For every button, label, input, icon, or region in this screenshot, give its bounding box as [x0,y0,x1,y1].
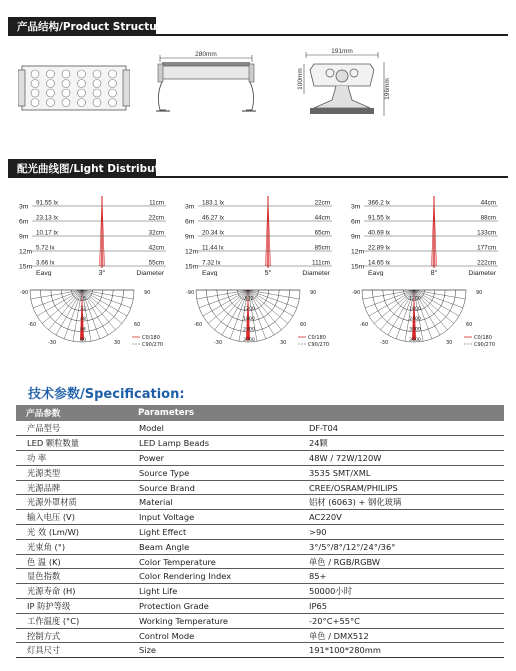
polar-angle-label: 90 [476,290,483,296]
lens-icon [62,80,70,88]
spec-row [16,569,504,584]
distance-label: 12m [351,248,365,256]
lens-icon [31,99,39,107]
spec-row [16,465,504,480]
polar-angle-label: -30 [380,340,389,346]
spec-cell-cn: 灯具尺寸 [16,643,128,658]
polar-level-label: 2400 [243,327,255,333]
spec-cell-cn: 光束角 (°) [16,539,128,554]
lux-value: 91.55 lx [36,199,59,207]
spec-table [16,405,504,658]
legend-label: C0/180 [142,335,160,341]
spec-cell-en: Size [128,643,298,658]
spec-row [16,480,504,495]
spec-cell-en: Source Brand [128,480,298,495]
spec-cell-cn: 光源品牌 [16,480,128,495]
spec-cell-value: 单色 / DMX512 [298,628,504,643]
diameter-value: 44cm [314,214,330,222]
polar-level-label: 3000 [243,338,255,343]
spec-cell-cn: 光源外罩材质 [16,495,128,510]
diameter-value: 65cm [314,229,330,237]
spec-row [16,554,504,569]
lens-icon [62,89,70,97]
lens-icon [47,89,55,97]
spec-cell-value: 3°/5°/8°/12°/24°/36° [298,539,504,554]
diameter-value: 85cm [314,244,330,252]
spec-cell-cn: LED 颗粒数量 [16,436,128,451]
distance-label: 3m [19,203,29,211]
spec-row [16,539,504,554]
legend-label: C90/270 [474,342,496,348]
lux-value: 10.17 lx [36,229,59,237]
distance-label: 9m [185,233,195,241]
spec-cell-cn: 产品型号 [16,421,128,436]
diameter-value: 222cm [477,259,496,267]
spec-cell-en: Control Mode [128,628,298,643]
spec-cell-en: Light Life [128,584,298,599]
lens-icon [109,70,117,78]
beam-chart-5deg [184,188,349,276]
lux-value: 91.55 lx [368,214,391,222]
distance-label: 12m [19,248,33,256]
diameter-label: Diameter [136,270,164,276]
spec-cell-cn: 光源类型 [16,465,128,480]
beam-chart-3deg [18,188,183,276]
end-view-drawing [292,46,402,126]
lens-icon [31,89,39,97]
spec-cell-cn: IP 防护等级 [16,599,128,614]
distribution-section-header [8,159,221,177]
legend-label: C90/270 [308,342,330,348]
structure-section-title: 产品结构/Product Structure: [17,21,174,33]
distance-label: 6m [19,218,29,226]
spec-cell-value: 85+ [298,569,504,584]
lens-icon [47,80,55,88]
lens-icon [93,99,101,107]
polar-angle-label: 30 [280,340,287,346]
polar-diagram-svg [18,288,183,350]
polar-diagram-svg [184,288,349,350]
polar-angle-label: -90 [352,290,361,296]
polar-diagram-svg [350,288,515,350]
distance-label: 9m [351,233,361,241]
polar-level-label: 3600 [409,338,421,343]
lens-icon [93,80,101,88]
spec-cell-en: Beam Angle [128,539,298,554]
spec-table-body [16,421,504,658]
spec-cell-cn: 色 温 (K) [16,554,128,569]
lux-value: 20.34 lx [202,229,225,237]
beam-angle-label: 8° [430,270,438,276]
lens-icon [47,70,55,78]
eavg-label: Eavg [368,270,384,276]
lens-icon [109,80,117,88]
lux-value: 3.66 lx [36,259,55,267]
distance-label: 6m [185,218,195,226]
legend-label: C90/270 [142,342,164,348]
lens-icon [109,99,117,107]
spec-row [16,525,504,540]
polar-angle-label: 90 [144,290,151,296]
spec-cell-en: Model [128,421,298,436]
spec-cell-value: CREE/OSRAM/PHILIPS [298,480,504,495]
polar-angle-label: -90 [186,290,195,296]
width-dimension-label: 191mm [331,48,353,55]
polar-angle-label: -60 [194,322,203,328]
spec-cell-en: Power [128,451,298,466]
total-height-dimension-label: 196mm [384,78,391,100]
lux-value: 14.65 lx [368,259,391,267]
diameter-value: 22cm [314,199,330,207]
lens-icon [78,99,86,107]
polar-angle-label: -90 [20,290,29,296]
lux-value: 46.27 lx [202,214,225,222]
polar-level-label: 600 [244,296,254,302]
distance-label: 15m [19,263,33,271]
length-dimension-label: 280mm [195,51,217,58]
lux-value: 5.72 lx [36,244,55,252]
diameter-value: 44cm [480,199,496,207]
eavg-label: Eavg [36,270,52,276]
spec-cell-value: 24颗 [298,436,504,451]
polar-angle-label: 30 [114,340,121,346]
side-view-drawing [152,50,260,120]
legend-label: C0/180 [474,335,492,341]
spec-row [16,599,504,614]
distance-label: 12m [185,248,199,256]
spec-cell-cn: 光 效 (Lm/W) [16,525,128,540]
lux-value: 7.32 lx [202,259,221,267]
polar-level-label: 48 [80,317,86,323]
polar-level-label: 16 [80,296,86,302]
lux-value: 366.2 lx [368,199,391,207]
spec-row [16,643,504,658]
diameter-value: 55cm [148,259,164,267]
spec-row [16,495,504,510]
lens-icon [78,80,86,88]
lens-icon [62,99,70,107]
diameter-value: 42cm [148,244,164,252]
spec-title: 技术参数/Specification: [28,387,185,402]
spec-cell-en: Working Temperature [128,613,298,628]
structure-section-rule [8,34,508,36]
spec-header-en: Parameters [128,405,298,421]
polar-angle-label: 60 [466,322,473,328]
distance-label: 6m [351,218,361,226]
polar-level-label: 1200 [243,306,255,312]
polar-level-label: 1200 [409,296,421,302]
lens-icon [62,70,70,78]
polar-level-label: 1800 [409,306,421,312]
spec-cell-value: 铝材 (6063) + 钢化玻璃 [298,495,504,510]
polar-angle-label: -30 [214,340,223,346]
lens-icon [31,80,39,88]
distance-label: 3m [185,203,195,211]
distance-label: 15m [185,263,199,271]
polar-diagram-5deg [184,288,349,350]
distance-label: 9m [19,233,29,241]
beam-angle-label: 3° [98,270,106,276]
spec-cell-cn: 输入电压 (V) [16,510,128,525]
spec-cell-en: Color Temperature [128,554,298,569]
polar-level-label: 64 [80,327,86,333]
spec-cell-value: 50000小时 [298,584,504,599]
distance-label: 15m [351,263,365,271]
spec-cell-value: -20°C+55°C [298,613,504,628]
spec-cell-cn: 控制方式 [16,628,128,643]
spec-header-value [298,405,504,421]
spec-cell-en: Material [128,495,298,510]
spec-cell-en: Protection Grade [128,599,298,614]
polar-diagram-8deg [350,288,515,350]
spec-cell-cn: 光源寿命 (H) [16,584,128,599]
polar-angle-label: 30 [446,340,453,346]
spec-cell-value: IP65 [298,599,504,614]
polar-diagram-3deg [18,288,183,350]
diameter-value: 88cm [480,214,496,222]
diameter-label: Diameter [302,270,330,276]
spec-row [16,628,504,643]
beam-chart-8deg [350,188,515,276]
lens-icon [93,70,101,78]
polar-angle-label: 60 [300,322,307,328]
spec-row [16,436,504,451]
diameter-value: 22cm [148,214,164,222]
spec-row [16,451,504,466]
distribution-section-rule [8,176,508,178]
spec-row [16,613,504,628]
spec-cell-en: Source Type [128,465,298,480]
lens-icon [47,99,55,107]
lens-icon [109,89,117,97]
spec-cell-value: AC220V [298,510,504,525]
spec-cell-value: 48W / 72W/120W [298,451,504,466]
beam-chart-svg [350,188,515,276]
spec-cell-value: 单色 / RGB/RGBW [298,554,504,569]
spec-row [16,510,504,525]
height-dimension-label: 100mm [297,68,304,90]
polar-angle-label: -60 [360,322,369,328]
legend-label: C0/180 [308,335,326,341]
lux-value: 183.1 lx [202,199,225,207]
beam-chart-svg [18,188,183,276]
distribution-section-title: 配光曲线图/Light Distribution Curve: [17,163,221,175]
lux-value: 22.89 lx [368,244,391,252]
spec-cell-value: DF-T04 [298,421,504,436]
beam-chart-svg [184,188,349,276]
polar-angle-label: 60 [134,322,141,328]
diameter-value: 177cm [477,244,496,252]
diameter-value: 111cm [312,259,330,267]
polar-level-label: 3000 [409,327,421,333]
polar-level-label: 1800 [243,317,255,323]
polar-angle-label: -30 [48,340,57,346]
spec-cell-value: 3535 SMT/XML [298,465,504,480]
spec-row [16,584,504,599]
spec-cell-value: 191*100*280mm [298,643,504,658]
lux-value: 11.44 lx [202,244,224,252]
polar-angle-label: 90 [310,290,317,296]
lens-icon [31,70,39,78]
diameter-label: Diameter [468,270,496,276]
structure-section-header [8,17,174,35]
lux-value: 23.13 lx [36,214,59,222]
lens-icon [78,70,86,78]
lens-icon [93,89,101,97]
lens-icon [78,89,86,97]
spec-cell-en: LED Lamp Beads [128,436,298,451]
spec-cell-cn: 显色指数 [16,569,128,584]
spec-row [16,421,504,436]
spec-header-cn: 产品参数 [16,405,128,421]
polar-level-label: 32 [80,306,86,312]
polar-level-label: 80 [80,338,86,343]
beam-angle-label: 5° [264,270,272,276]
eavg-label: Eavg [202,270,218,276]
diameter-value: 11cm [149,199,164,207]
spec-cell-cn: 功 率 [16,451,128,466]
diameter-value: 32cm [148,229,164,237]
polar-level-label: 2400 [409,317,421,323]
spec-cell-en: Light Effect [128,525,298,540]
lux-value: 40.69 lx [368,229,391,237]
spec-header-row [16,405,504,421]
distance-label: 3m [351,203,361,211]
polar-angle-label: -60 [28,322,37,328]
spec-cell-value: >90 [298,525,504,540]
spec-cell-en: Color Rendering Index [128,569,298,584]
spec-cell-en: Input Voltage [128,510,298,525]
spec-cell-cn: 工作温度 (°C) [16,613,128,628]
front-view-drawing [18,58,130,118]
diameter-value: 133cm [477,229,496,237]
